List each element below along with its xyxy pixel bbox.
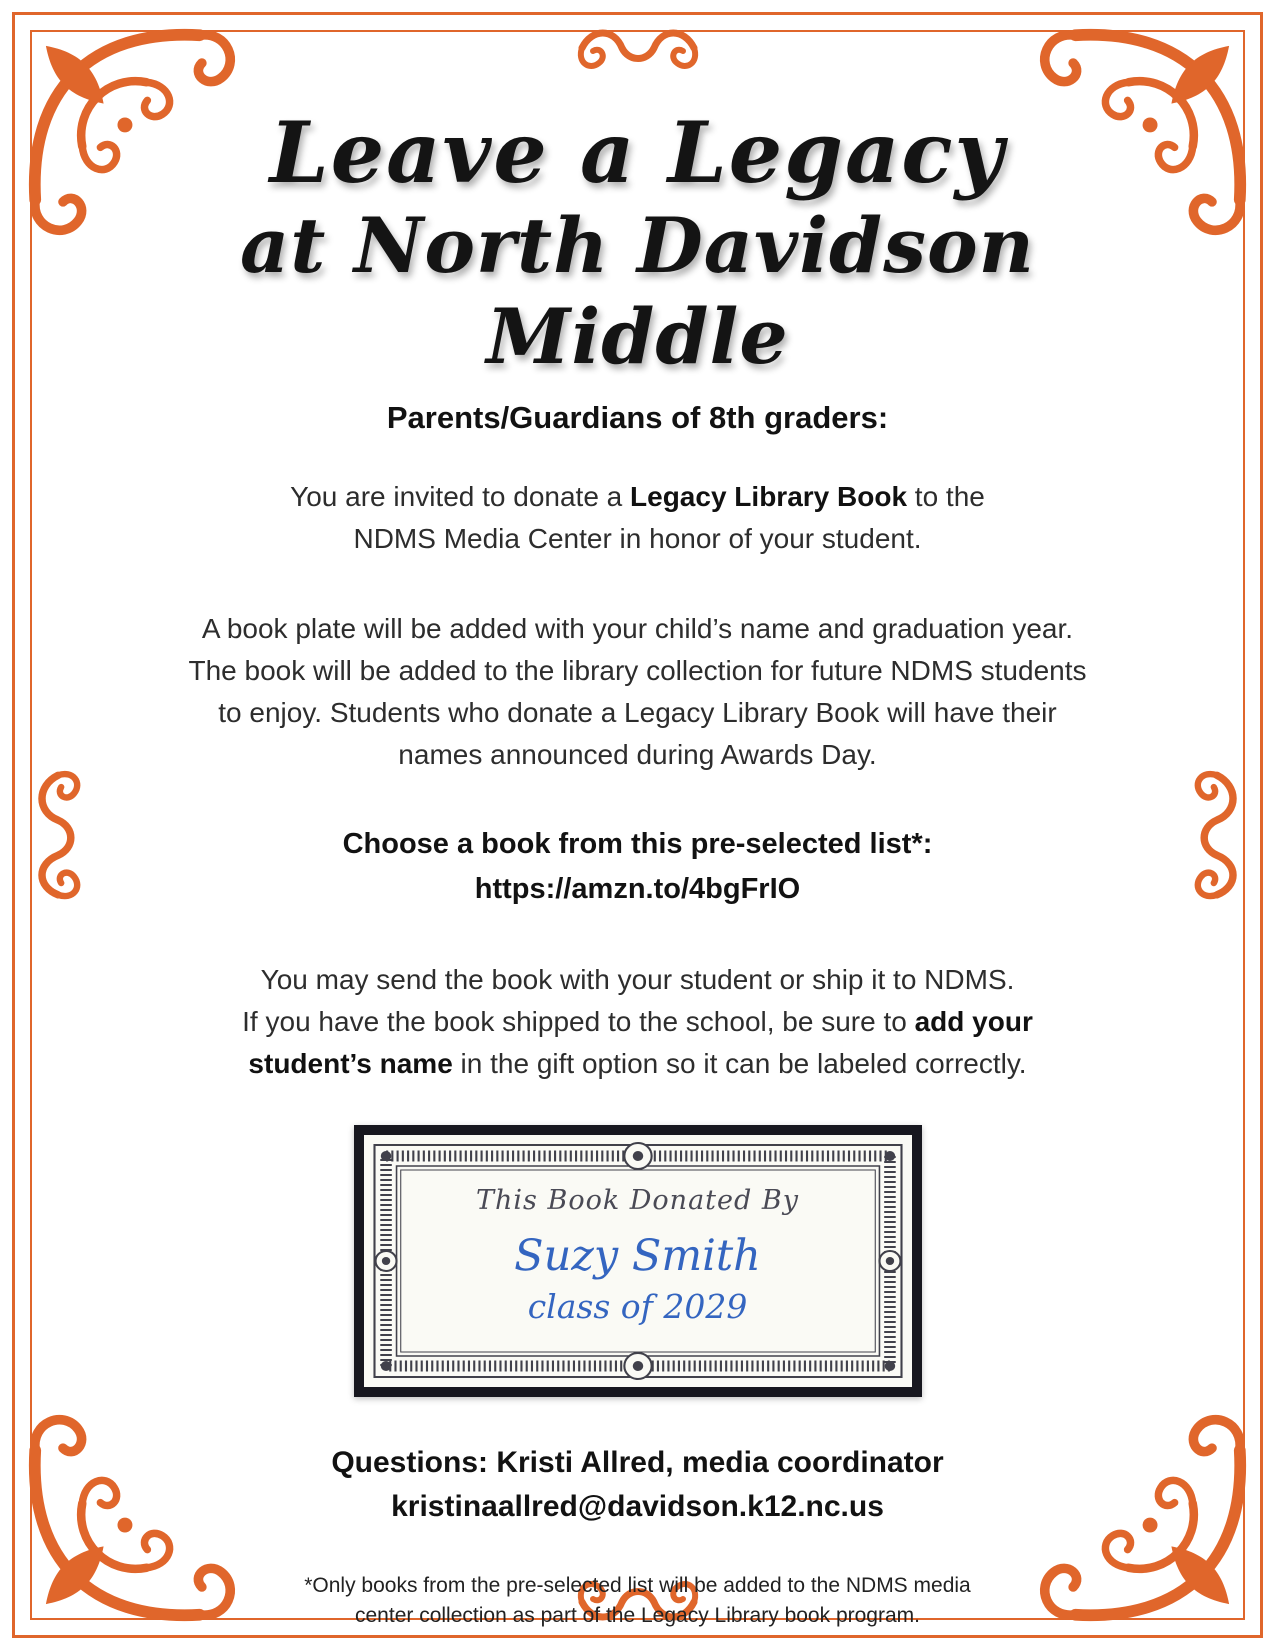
bookplate-heading: This Book Donated By xyxy=(476,1184,799,1216)
shipping-line-1: You may send the book with your student or ship it to NDMS. xyxy=(260,963,1015,995)
invite-line1-post: to the xyxy=(907,481,985,513)
invitation-paragraph xyxy=(158,476,1118,560)
flyer-title xyxy=(140,103,1135,382)
contact-heading: Questions: Kristi Allred, media coordinator xyxy=(331,1445,944,1479)
choose-book-block xyxy=(140,822,1135,910)
shipping-line3-bold: student’s name xyxy=(248,1047,453,1079)
details-paragraph xyxy=(158,608,1118,776)
footnote xyxy=(140,1571,1135,1631)
amazon-link[interactable]: https://amzn.to/4bgFrIO xyxy=(474,872,801,905)
details-line-2: The book will be added to the library collection for future NDMS students xyxy=(188,655,1087,687)
bookplate-student-name: Suzy Smith xyxy=(514,1230,761,1281)
title-line-2: at North Davidson Middle xyxy=(240,201,1035,382)
bookplate-paper xyxy=(364,1135,912,1387)
invite-line1-bold: Legacy Library Book xyxy=(630,481,908,513)
details-line-1: A book plate will be added with your child’s name and graduation year. xyxy=(201,613,1074,645)
footnote-line-1: *Only books from the pre-selected list will be added to the NDMS media xyxy=(304,1573,971,1597)
details-line-4: names announced during Awards Day. xyxy=(398,739,877,771)
bookplate-text xyxy=(364,1135,912,1387)
contact-block xyxy=(140,1441,1135,1529)
details-line-3: to enjoy. Students who donate a Legacy Library Book will have their xyxy=(218,697,1057,729)
shipping-line2-bold: add your xyxy=(914,1005,1033,1037)
shipping-line3-post: in the gift option so it can be labeled correctly. xyxy=(452,1047,1027,1079)
invite-line1-pre: You are invited to donate a xyxy=(290,481,631,513)
invite-line-2: NDMS Media Center in honor of your student. xyxy=(353,523,922,555)
shipping-line2-pre: If you have the book shipped to the school, be sure to xyxy=(242,1005,915,1037)
footnote-line-2: center collection as part of the Legacy Library book program. xyxy=(355,1603,920,1627)
shipping-line-2 xyxy=(158,1001,1118,1043)
bookplate-photo xyxy=(354,1125,922,1397)
title-line-1: Leave a Legacy xyxy=(269,103,1006,202)
shipping-paragraph xyxy=(158,959,1118,1085)
bookplate-class-year: class of 2029 xyxy=(527,1286,748,1326)
choose-list-heading: Choose a book from this pre-selected list*: xyxy=(342,828,933,861)
audience-heading: Parents/Guardians of 8th graders: xyxy=(386,400,889,436)
flyer-content xyxy=(0,18,1275,1630)
shipping-line-3 xyxy=(158,1043,1118,1085)
contact-email[interactable]: kristinaallred@davidson.k12.nc.us xyxy=(391,1489,884,1523)
invite-line-1 xyxy=(158,476,1118,518)
